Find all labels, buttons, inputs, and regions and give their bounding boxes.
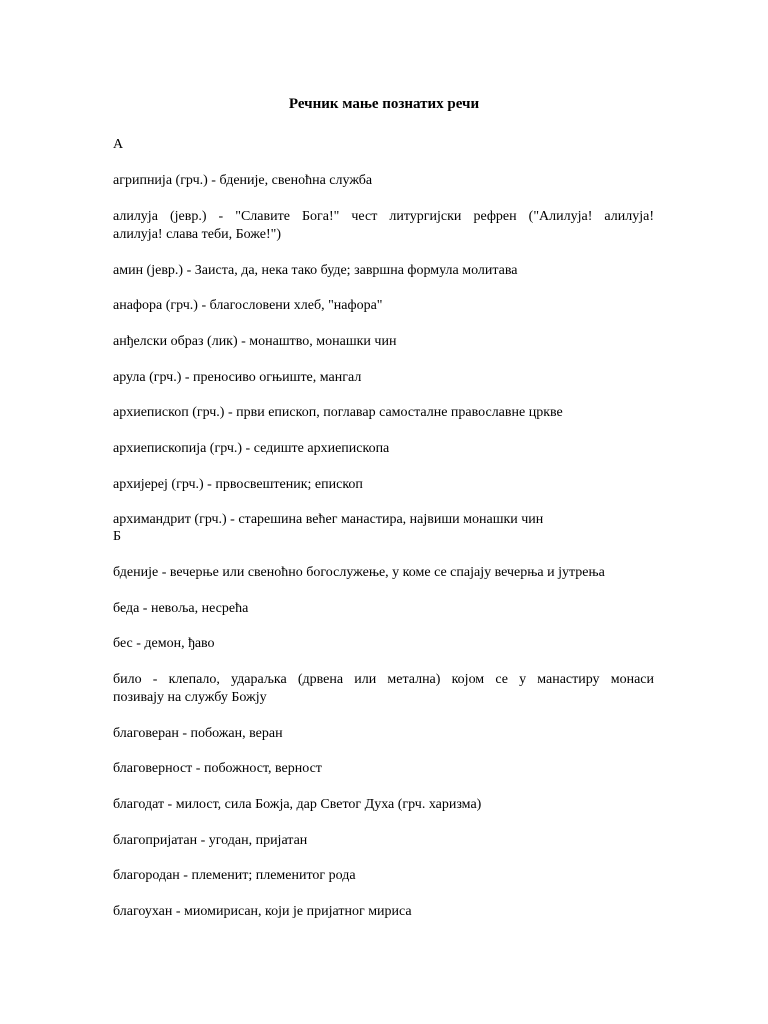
entry-bilo: било - клепало, удараљка (дрвена или метална) којом се у манастиру монаси: [113, 672, 654, 687]
letter-heading-b: Б: [113, 529, 122, 544]
entry-bes: бес - демон, ђаво: [113, 636, 215, 651]
entry-blagovernost: благоверност - побожност, верност: [113, 761, 322, 776]
entry-bilo-continued: позивају на службу Божју: [113, 690, 267, 705]
letter-heading-a: А: [113, 137, 124, 152]
entry-beda: беда - невоља, несрећа: [113, 601, 249, 616]
entry-blagorodan: благородан - племенит; племенитог рода: [113, 868, 356, 883]
entry-blagoprijatan: благопријатан - угодан, пријатан: [113, 833, 308, 848]
entry-arhiepiskopija: архиепископија (грч.) - седиште архиепископа: [113, 441, 390, 456]
entry-bdenije: бденије - вечерње или свеноћно богослужење, у коме се спајају вечерња и јутрења: [113, 565, 605, 580]
entry-blagodat: благодат - милост, сила Божја, дар Светог Духа (грч. харизма): [113, 797, 482, 812]
entry-arhijerej: архијереј (грч.) - првосвештеник; епископ: [113, 477, 363, 492]
entry-blagoveran: благоверан - побожан, веран: [113, 726, 283, 741]
entry-andjelski-obraz: анђелски образ (лик) - монаштво, монашки чин: [113, 334, 397, 349]
entry-arula: арула (грч.) - преносиво огњиште, мангал: [113, 370, 362, 385]
entry-aliluja-continued: алилуја! слава теби, Боже!"): [113, 227, 281, 242]
entry-arhiepiskop: архиепископ (грч.) - први епископ, поглавар самосталне православне цркве: [113, 405, 563, 420]
entry-amin: амин (јевр.) - Заиста, да, нека тако буде; завршна формула молитава: [113, 263, 518, 278]
entry-blagouhan: благоухан - миомирисан, који је пријатног мириса: [113, 904, 412, 919]
entry-anafora: анафора (грч.) - благословени хлеб, "нафора": [113, 298, 383, 313]
page-title: Речник мање познатих речи: [288, 96, 480, 112]
entry-arhimandrit: архимандрит (грч.) - старешина већег манастира, највиши монашки чин: [113, 512, 544, 527]
entry-agripnija: агрипнија (грч.) - бденије, свеноћна служба: [113, 173, 373, 188]
entry-aliluja: алилуја (јевр.) - "Славите Бога!" чест литургијски рефрен ("Алилуја! алилуја!: [113, 209, 654, 224]
